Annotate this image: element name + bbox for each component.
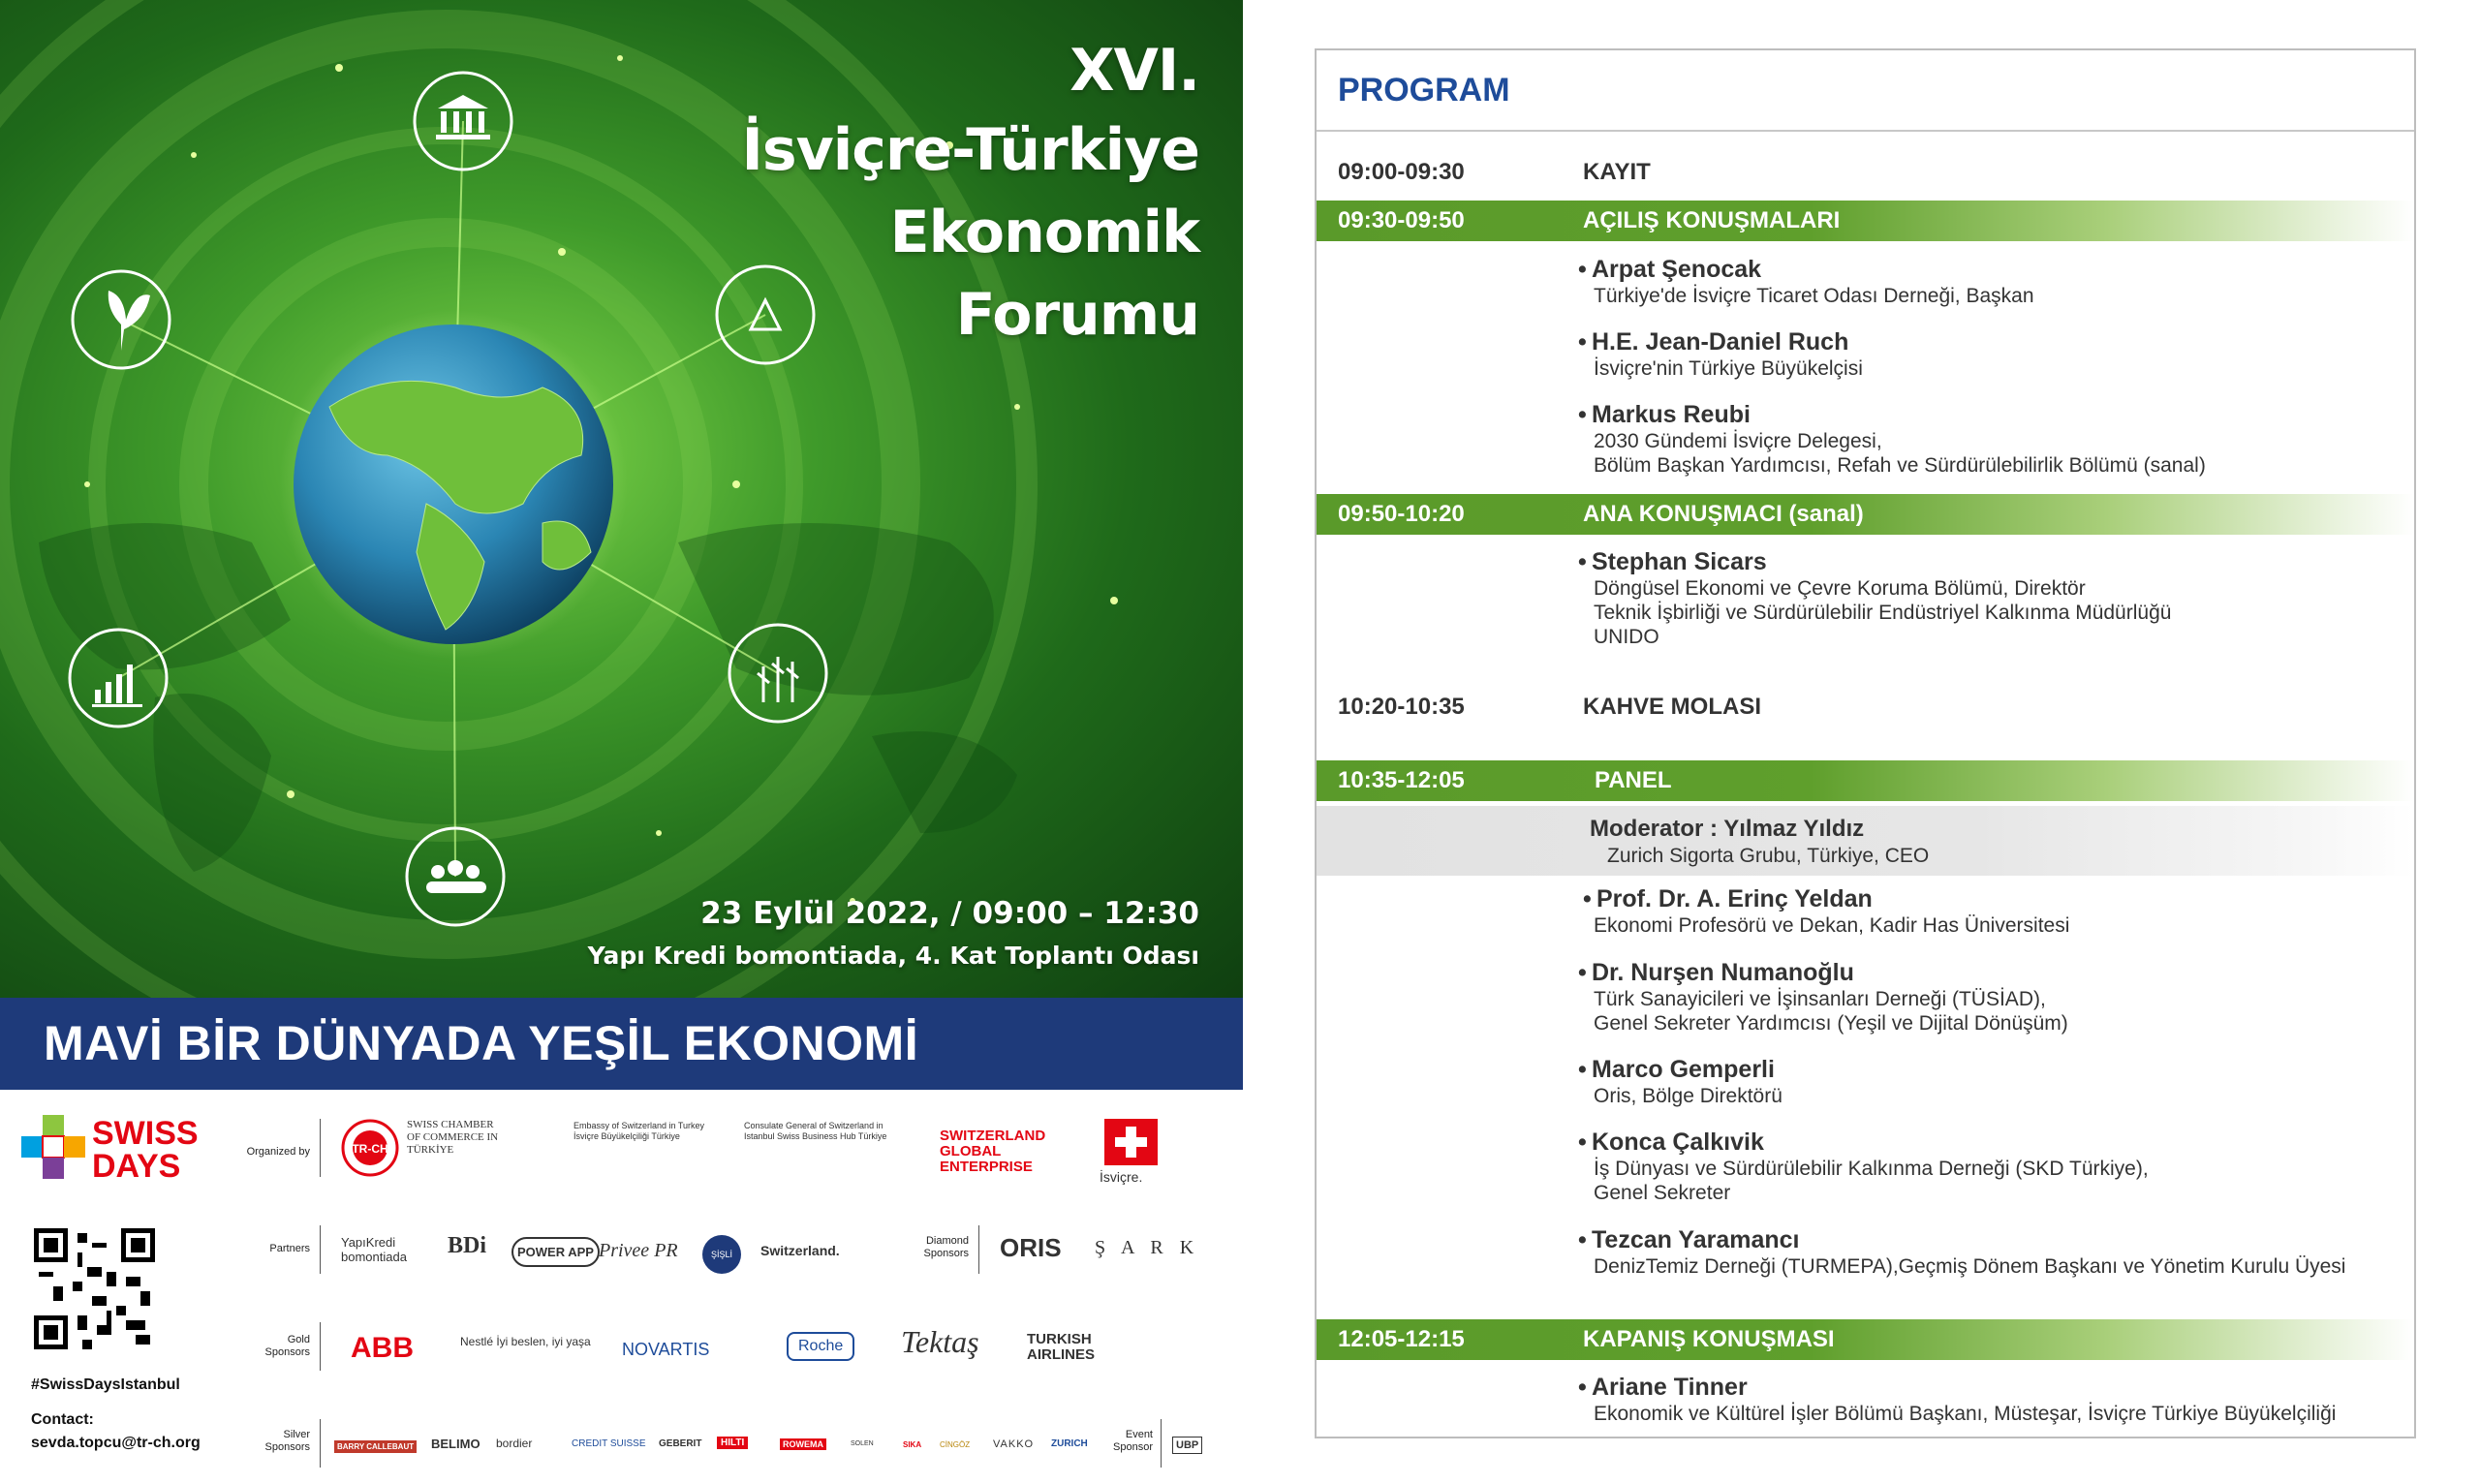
speaker-role: Ekonomi Profesörü ve Dekan, Kadir Has Üniversitesi	[1594, 914, 2070, 937]
program-panel	[1315, 48, 2416, 1438]
poster-hero	[0, 0, 1243, 998]
slogan-banner	[0, 998, 1243, 1090]
session-row	[1317, 159, 2414, 194]
session-row	[1317, 201, 2414, 241]
program-title: PROGRAM	[1338, 72, 1510, 108]
session-title: ANA KONUŞMACI (sanal)	[1583, 501, 1864, 527]
speaker-name: Stephan Sicars	[1592, 548, 1767, 575]
forum-title-line-1: XVI.	[1070, 37, 1199, 105]
forum-title-line-2: İsviçre-Türkiye	[741, 116, 1199, 184]
speaker-name: Markus Reubi	[1592, 401, 1751, 428]
speaker-name: Konca Çalkıvik	[1592, 1128, 1764, 1156]
tr-ch-seal-icon	[341, 1119, 399, 1177]
speaker-role: İsviçre'nin Türkiye Büyükelçisi	[1594, 357, 1863, 380]
speaker-role: Oris, Bölge Direktörü	[1594, 1085, 1782, 1107]
diamond-label: Diamond Sponsors	[923, 1235, 969, 1259]
speaker-entry	[1578, 548, 2171, 649]
moderator-band	[1317, 806, 2414, 876]
bullet-icon: •	[1583, 885, 1592, 912]
session-title: KAPANIŞ KONUŞMASI	[1583, 1326, 1835, 1352]
speaker-name: Arpat Şenocak	[1592, 256, 1762, 283]
gold-logo-turkish-airlines: TURKISH AIRLINES	[1027, 1331, 1096, 1363]
speaker-role: DenizTemiz Derneği (TURMEPA),Geçmiş Dönem Başkanı ve Yönetim Kurulu Üyesi	[1594, 1255, 2346, 1278]
swiss-days-logo-icon	[21, 1115, 89, 1183]
forum-title-line-4: Forumu	[955, 281, 1199, 349]
session-title: KAHVE MOLASI	[1583, 694, 1762, 720]
gold-logo-roche: Roche	[787, 1332, 854, 1361]
swiss-chamber-logo: SWISS CHAMBER OF COMMERCE IN TÜRKİYE	[407, 1119, 499, 1156]
speaker-entry	[1578, 1056, 1782, 1108]
diamond-logo-oris: ORIS	[1000, 1233, 1062, 1262]
speaker-entry	[1578, 328, 1863, 381]
session-row	[1317, 694, 2414, 728]
speaker-role: Teknik İşbirliği ve Sürdürülebilir Endüstriyel Kalkınma Müdürlüğü	[1594, 602, 2172, 624]
sponsor-area	[0, 1090, 1243, 1484]
silver-logo-cingoz: CİNGÖZ	[940, 1440, 971, 1449]
event-date-time: 23 Eylül 2022, / 09:00 – 12:30	[700, 896, 1199, 931]
speaker-entry	[1578, 959, 2068, 1036]
gold-logo-tektas: Tektaş	[901, 1324, 979, 1359]
moderator-label: Moderator :	[1590, 816, 1718, 842]
consulate-logo: Consulate General of Switzerland in Istanbul Swiss Business Hub Türkiye	[744, 1121, 887, 1141]
session-row	[1317, 494, 2414, 535]
partner-logo-sisli: ŞİŞLİ	[702, 1235, 741, 1274]
speaker-name: Tezcan Yaramancı	[1592, 1226, 1800, 1253]
forum-title-line-3: Ekonomik	[889, 199, 1199, 266]
session-time: 09:50-10:20	[1338, 501, 1465, 527]
silver-logo-zurich: ZURICH	[1051, 1438, 1088, 1449]
divider	[320, 1119, 321, 1177]
silver-label: Silver Sponsors	[264, 1429, 310, 1453]
speaker-entry	[1578, 1226, 2345, 1279]
gold-logo-nestle: Nestlé İyi beslen, iyi yaşa	[460, 1335, 591, 1348]
gold-logo-novartis: NOVARTIS	[622, 1340, 710, 1359]
program-divider	[1317, 130, 2414, 132]
silver-logo-sika: SIKA	[903, 1440, 922, 1449]
isvicre-logo: İsviçre.	[1100, 1169, 1143, 1185]
partner-logo-bdi: BDi	[448, 1233, 487, 1258]
silver-logo-geberit: GEBERIT	[659, 1438, 702, 1449]
session-title: AÇILIŞ KONUŞMALARI	[1583, 207, 1841, 233]
speaker-entry	[1578, 401, 2206, 478]
silver-logo-credit-suisse: CREDIT SUISSE	[572, 1438, 646, 1449]
silver-logo-bordier: bordier	[496, 1437, 533, 1450]
bullet-icon: •	[1578, 1226, 1587, 1253]
speaker-role: 2030 Gündemi İsviçre Delegesi,	[1594, 430, 1882, 452]
session-time: 09:30-09:50	[1338, 207, 1465, 233]
speaker-role: Türk Sanayicileri ve İşinsanları Derneği (TÜSİAD),	[1594, 988, 2046, 1010]
session-time: 10:20-10:35	[1338, 694, 1465, 720]
bullet-icon: •	[1578, 959, 1587, 986]
speaker-entry	[1583, 885, 2069, 938]
speaker-role: Ekonomik ve Kültürel İşler Bölümü Başkanı, Müsteşar, İsviçre Türkiye Büyükelçiliği	[1594, 1403, 2337, 1425]
contact-email[interactable]: sevda.topcu@tr-ch.org	[31, 1435, 201, 1451]
speaker-name: Prof. Dr. A. Erinç Yeldan	[1596, 885, 1873, 912]
session-time: 09:00-09:30	[1338, 159, 1465, 185]
silver-logo-vakko: VAKKO	[993, 1438, 1035, 1450]
gold-logo-abb: ABB	[351, 1332, 414, 1364]
partner-logo-switzerland: Switzerland.	[760, 1243, 840, 1258]
speaker-role: Türkiye'de İsviçre Ticaret Odası Derneği, Başkan	[1594, 285, 2034, 307]
speaker-entry	[1578, 256, 2034, 308]
divider	[1161, 1419, 1162, 1468]
svg-text:TR-CH: TR-CH	[352, 1142, 388, 1156]
session-time: 10:35-12:05	[1338, 767, 1465, 793]
contact-label: Contact:	[31, 1411, 94, 1428]
partner-logo-privee: Privee PR	[599, 1240, 678, 1261]
event-venue: Yapı Kredi bomontiada, 4. Kat Toplantı Odası	[587, 942, 1199, 970]
session-time: 12:05-12:15	[1338, 1326, 1465, 1352]
silver-logo-belimo: BELIMO	[431, 1437, 480, 1451]
partner-logo-powerapp: POWER APP	[512, 1237, 600, 1267]
divider	[320, 1419, 321, 1468]
bullet-icon: •	[1578, 256, 1587, 283]
event-logo-ubp: UBP	[1172, 1437, 1202, 1454]
speaker-name: Ariane Tinner	[1592, 1374, 1748, 1401]
partner-logo-yapikredi: YapıKredi bomontiada	[341, 1235, 407, 1264]
bullet-icon: •	[1578, 401, 1587, 428]
speaker-role: Genel Sekreter	[1594, 1182, 1731, 1204]
gold-label: Gold Sponsors	[264, 1334, 310, 1358]
speaker-name: Marco Gemperli	[1592, 1056, 1775, 1083]
qr-code-icon	[34, 1228, 155, 1349]
bullet-icon: •	[1578, 328, 1587, 356]
s-ge-logo: SWITZERLAND GLOBAL ENTERPRISE	[940, 1128, 1046, 1175]
speaker-role: Genel Sekreter Yardımcısı (Yeşil ve Dijital Dönüşüm)	[1594, 1012, 2068, 1035]
moderator-name: Yılmaz Yıldız	[1723, 816, 1865, 842]
embassy-logo: Embassy of Switzerland in Turkey İsviçre Büyükelçiliği Türkiye	[574, 1121, 705, 1141]
divider	[320, 1225, 321, 1274]
speaker-role: İş Dünyası ve Sürdürülebilir Kalkınma Derneği (SKD Türkiye),	[1594, 1158, 2149, 1180]
moderator-role: Zurich Sigorta Grubu, Türkiye, CEO	[1607, 845, 1930, 867]
event-sponsor-label: Event Sponsor	[1113, 1429, 1153, 1453]
bullet-icon: •	[1578, 1056, 1587, 1083]
speaker-entry	[1578, 1128, 2149, 1205]
speaker-role: Döngüsel Ekonomi ve Çevre Koruma Bölümü, Direktör	[1594, 577, 2086, 600]
swiss-flag-icon	[1104, 1119, 1158, 1165]
slogan-text: MAVİ BİR DÜNYADA YEŞİL EKONOMİ	[44, 1016, 919, 1070]
bullet-icon: •	[1578, 1128, 1587, 1156]
session-row	[1317, 1319, 2414, 1360]
hashtag: #SwissDaysIstanbul	[31, 1376, 180, 1393]
divider	[320, 1322, 321, 1371]
speaker-name: Dr. Nurşen Numanoğlu	[1592, 959, 1854, 986]
bullet-icon: •	[1578, 548, 1587, 575]
swiss-days-logo: SWISS DAYS	[92, 1115, 199, 1185]
diamond-logo-sark: Ş A R K	[1095, 1237, 1200, 1258]
speaker-role: UNIDO	[1594, 626, 1659, 648]
silver-logo-barry: BARRY CALLEBAUT	[334, 1440, 417, 1453]
bullet-icon: •	[1578, 1374, 1587, 1401]
session-row	[1317, 760, 2414, 801]
organized-by-label: Organized by	[246, 1146, 310, 1158]
silver-logo-rowema: ROWEMA	[780, 1438, 826, 1450]
session-title: PANEL	[1595, 767, 1672, 793]
silver-logo-solen: SOLEN	[851, 1440, 874, 1447]
partners-label: Partners	[269, 1243, 310, 1254]
session-title: KAYIT	[1583, 159, 1651, 185]
divider	[978, 1225, 979, 1274]
speaker-entry	[1578, 1374, 2336, 1426]
moderator-heading	[1590, 816, 1864, 843]
speaker-name: H.E. Jean-Daniel Ruch	[1592, 328, 1849, 356]
speaker-role: Bölüm Başkan Yardımcısı, Refah ve Sürdürülebilirlik Bölümü (sanal)	[1594, 454, 2206, 477]
silver-logo-hilti: HILTI	[717, 1437, 748, 1449]
